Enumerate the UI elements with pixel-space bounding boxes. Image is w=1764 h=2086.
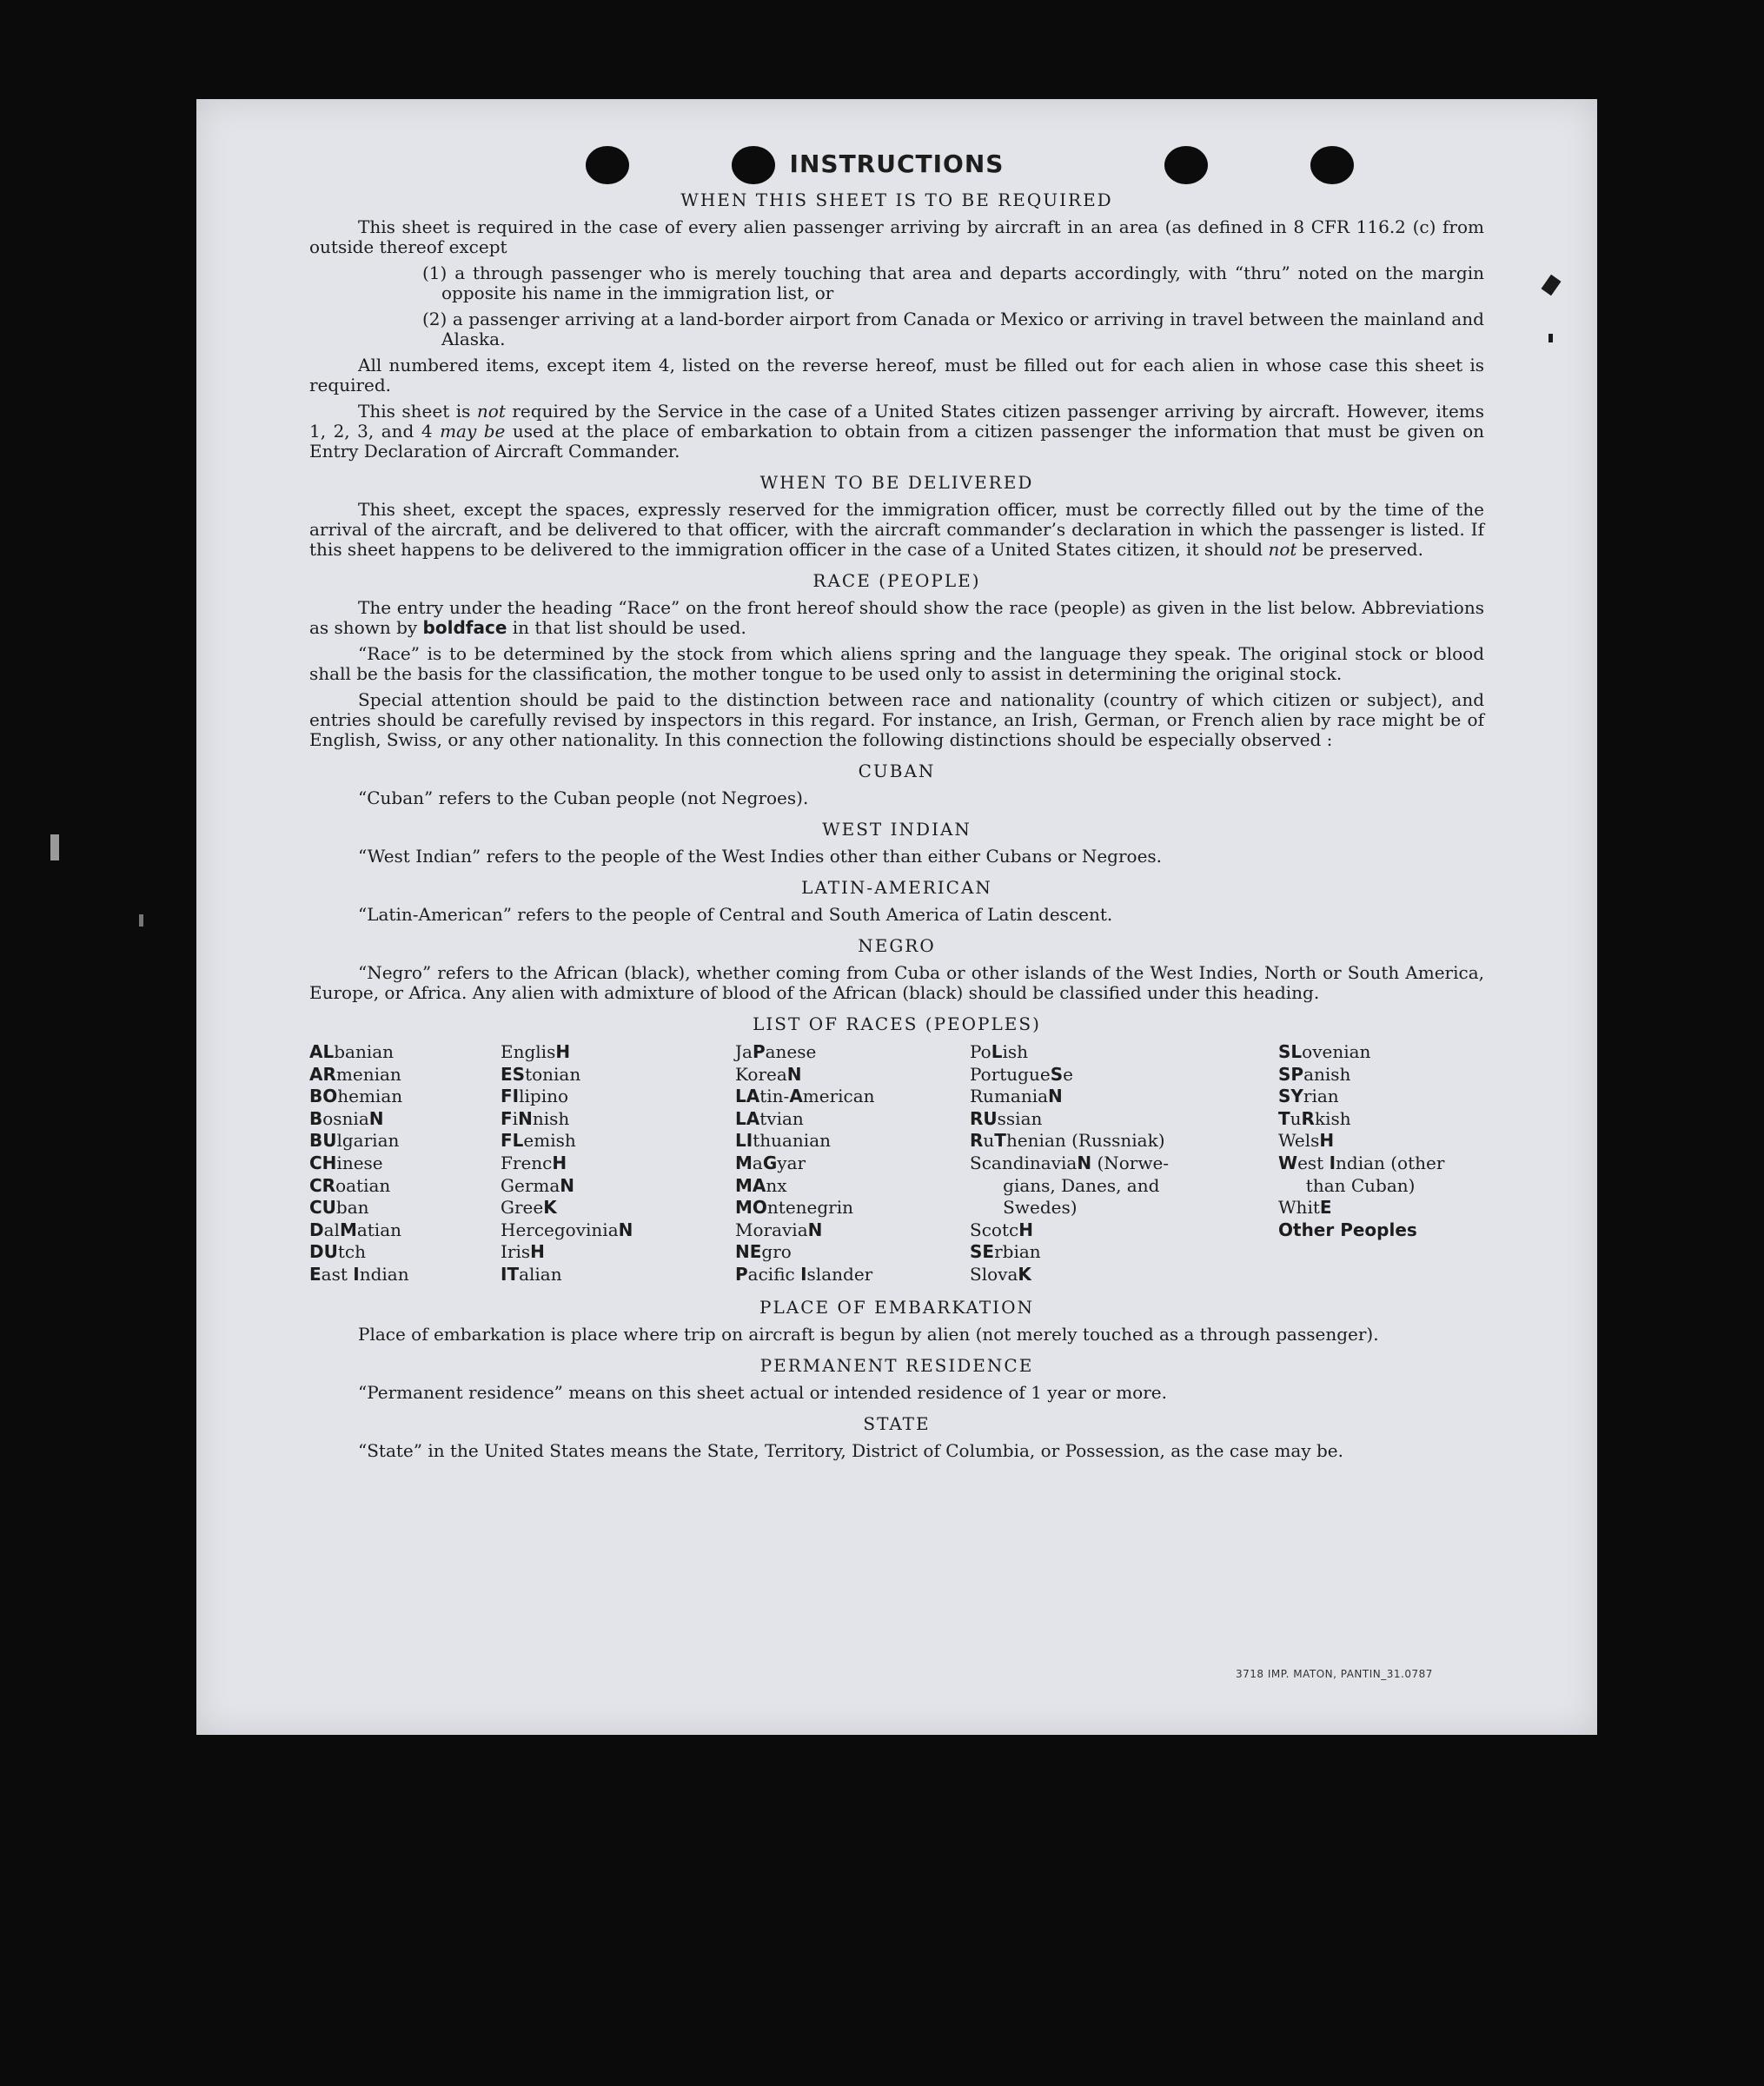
race-text: alian xyxy=(519,1263,562,1285)
race-text: henian (Russniak) xyxy=(1005,1130,1165,1152)
race-text: nish xyxy=(532,1107,570,1129)
race-text: est xyxy=(1297,1152,1330,1173)
race-entry xyxy=(501,1086,735,1108)
race-abbreviation: R xyxy=(970,1130,984,1152)
race-abbreviation: K xyxy=(543,1197,557,1219)
race-text: ovenian xyxy=(1302,1041,1371,1062)
race-abbreviation: AL xyxy=(309,1041,335,1062)
punch-hole xyxy=(732,146,775,184)
race-text: ntenegrin xyxy=(766,1197,854,1219)
race-entry xyxy=(309,1108,501,1131)
race-entry xyxy=(1278,1219,1482,1242)
race-column xyxy=(309,1041,501,1286)
race-entry xyxy=(309,1241,501,1264)
race-entry xyxy=(735,1264,970,1286)
race-entry xyxy=(501,1241,735,1264)
paragraph: “Race” is to be determined by the stock from which aliens spring and the language they speak. The original stock or blood shall be the basis for the classification, the mother tongue to be used only to assist in determining the original stock. xyxy=(309,643,1484,684)
race-entry xyxy=(735,1153,970,1175)
race-entry xyxy=(970,1153,1278,1175)
race-text: Slova xyxy=(970,1263,1018,1285)
race-text: ast xyxy=(321,1263,354,1285)
race-abbreviation: E xyxy=(309,1263,322,1285)
race-entry xyxy=(970,1041,1278,1064)
race-abbreviation: SE xyxy=(970,1241,995,1263)
race-entry xyxy=(970,1108,1278,1131)
race-abbreviation: MA xyxy=(735,1174,766,1196)
race-abbreviation: CU xyxy=(309,1197,336,1219)
race-text: rbian xyxy=(994,1241,1041,1263)
text-run: used at the place of embarkation to obtain from a citizen passenger the information that must be given on Entry Declaration of Aircraft Commander. xyxy=(309,421,1484,462)
race-abbreviation: F xyxy=(501,1107,513,1129)
race-entry xyxy=(735,1086,970,1108)
race-abbreviation: S xyxy=(1050,1063,1064,1085)
race-entry xyxy=(309,1219,501,1242)
scan-speck xyxy=(1548,334,1553,342)
race-entry xyxy=(501,1264,735,1286)
race-text: Gree xyxy=(501,1197,544,1219)
race-abbreviation: Other Peoples xyxy=(1278,1219,1417,1240)
race-entry xyxy=(735,1130,970,1153)
section-heading-latin-american: LATIN-AMERICAN xyxy=(801,877,992,898)
race-abbreviation: I xyxy=(1329,1152,1336,1173)
list-item: (1) a through passenger who is merely touching that area and departs accordingly, with “thru” noted on the margin opposite his name in the immigration list, or xyxy=(422,262,1484,303)
race-entry xyxy=(1278,1175,1482,1198)
race-text: Korea xyxy=(735,1063,787,1085)
race-text: ban xyxy=(335,1197,369,1219)
emphasis: may be xyxy=(440,421,506,442)
page-title: INSTRUCTIONS xyxy=(789,149,1005,178)
race-entry xyxy=(501,1108,735,1131)
race-abbreviation: M xyxy=(735,1152,753,1173)
race-abbreviation: N xyxy=(518,1107,533,1129)
race-abbreviation: P xyxy=(735,1263,748,1285)
section-heading-west-indian: WEST INDIAN xyxy=(822,819,972,840)
text-run: This sheet, except the spaces, expressly reserved for the immigration officer, must be correctly filled out by the time of the arrival of the aircraft, and be delivered to that officer, with the aircraft commander’s declaration in which the passenger is listed. If this sheet happens to be delivered to the immigration officer in the case of a United States citizen, it should xyxy=(309,499,1484,560)
race-abbreviation: SP xyxy=(1278,1063,1304,1085)
paragraph: All numbered items, except item 4, listed on the reverse hereof, must be filled out for each alien in whose case this sheet is required. xyxy=(309,355,1484,395)
race-text: Whit xyxy=(1278,1197,1320,1219)
list-item: (2) a passenger arriving at a land-border airport from Canada or Mexico or arriving in travel between the mainland and Alaska. xyxy=(422,309,1484,349)
race-entry xyxy=(970,1086,1278,1108)
race-entry xyxy=(970,1241,1278,1264)
race-abbreviation: IT xyxy=(501,1263,520,1285)
race-text: atian xyxy=(356,1219,402,1240)
race-abbreviation: N xyxy=(368,1107,384,1129)
race-entry xyxy=(1278,1086,1482,1108)
race-text: ish xyxy=(1002,1041,1028,1062)
race-text: Germa xyxy=(501,1174,560,1196)
race-text: nx xyxy=(766,1174,787,1196)
race-text: oatian xyxy=(335,1174,391,1196)
race-text: Frenc xyxy=(501,1152,553,1173)
race-entry xyxy=(970,1064,1278,1086)
race-text: i xyxy=(512,1107,519,1129)
race-text: thuanian xyxy=(753,1130,831,1152)
race-abbreviation: P xyxy=(752,1041,766,1062)
race-entry xyxy=(735,1197,970,1219)
race-entry xyxy=(1278,1153,1482,1175)
race-text: banian xyxy=(334,1041,395,1062)
paragraph: “Negro” refers to the African (black), whether coming from Cuba or other islands of the West Indies, North or South America, Europe, or Africa. Any alien with admixture of blood of the African (black) should be classified under this heading. xyxy=(309,962,1484,1003)
race-entry xyxy=(970,1130,1278,1153)
text-run: in that list should be used. xyxy=(507,617,746,638)
race-text: osnia xyxy=(322,1107,369,1129)
race-text: tin- xyxy=(759,1086,790,1107)
race-entry xyxy=(309,1175,501,1198)
emphasis: not xyxy=(1268,539,1297,560)
section-heading-residence: PERMANENT RESIDENCE xyxy=(759,1354,1034,1376)
race-abbreviation: SL xyxy=(1278,1041,1303,1062)
race-abbreviation: N xyxy=(1048,1086,1063,1107)
race-abbreviation: BO xyxy=(309,1086,338,1107)
race-abbreviation: N xyxy=(807,1219,823,1240)
section-heading-when-delivered: WHEN TO BE DELIVERED xyxy=(759,472,1034,493)
race-text: (Norwe- xyxy=(1091,1152,1170,1173)
race-abbreviation: B xyxy=(309,1107,323,1129)
race-text: Scotc xyxy=(970,1219,1019,1240)
race-abbreviation: MO xyxy=(735,1197,767,1219)
race-abbreviation: N xyxy=(1077,1152,1092,1173)
race-text: u xyxy=(1290,1107,1302,1129)
race-entry xyxy=(735,1064,970,1086)
race-abbreviation: LI xyxy=(735,1130,753,1152)
race-text: Swedes) xyxy=(970,1197,1078,1219)
race-text: tonian xyxy=(525,1063,581,1085)
race-text: u xyxy=(983,1130,995,1152)
race-abbreviation: RU xyxy=(970,1107,998,1129)
race-text: al xyxy=(323,1219,340,1240)
race-abbreviation: LA xyxy=(735,1086,760,1107)
race-abbreviation: N xyxy=(786,1063,802,1085)
race-text: Iris xyxy=(501,1241,531,1263)
scan-speck xyxy=(139,914,143,927)
race-column xyxy=(501,1041,735,1286)
race-entry xyxy=(501,1219,735,1242)
race-abbreviation: H xyxy=(1018,1219,1033,1240)
race-text: slander xyxy=(806,1263,873,1285)
text-run: required by the Service in the case of a United States citizen passenger arriving by aircraft. However, items 1, 2, 3, and 4 xyxy=(309,401,1485,442)
race-abbreviation: LA xyxy=(735,1107,760,1129)
boldface-word: boldface xyxy=(422,617,507,638)
race-entry xyxy=(309,1153,501,1175)
race-abbreviation: E xyxy=(1319,1197,1332,1219)
paragraph xyxy=(309,500,1484,560)
paragraph: Special attention should be paid to the distinction between race and nationality (country of which citizen or subject), and entries should be carefully revised by inspectors in this regard. For instance, an Irish, German, or French alien by race might be of English, Swiss, or any other nationality. In this connection the following distinctions should be especially observed : xyxy=(309,689,1484,750)
race-abbreviation: CR xyxy=(309,1174,336,1196)
race-abbreviation: SY xyxy=(1278,1086,1303,1107)
race-entry xyxy=(970,1264,1278,1286)
race-entry xyxy=(501,1153,735,1175)
race-abbreviation: R xyxy=(1301,1107,1315,1129)
race-entry xyxy=(735,1241,970,1264)
race-abbreviation: H xyxy=(1319,1130,1335,1152)
race-entry xyxy=(309,1197,501,1219)
race-abbreviation: K xyxy=(1018,1263,1031,1285)
race-text: acific xyxy=(747,1263,801,1285)
race-text: gro xyxy=(761,1241,792,1263)
paragraph: “Latin-American” refers to the people of Central and South America of Latin descent. xyxy=(358,904,1113,925)
race-abbreviation: T xyxy=(1278,1107,1290,1129)
race-abbreviation: L xyxy=(991,1041,1003,1062)
race-text: Portugue xyxy=(970,1063,1051,1085)
race-abbreviation: BU xyxy=(309,1130,337,1152)
paragraph: Place of embarkation is place where trip on aircraft is begun by alien (not merely touched as a through passenger). xyxy=(358,1323,1379,1345)
paragraph: “Cuban” refers to the Cuban people (not Negroes). xyxy=(358,787,809,808)
race-entry xyxy=(735,1041,970,1064)
race-entry xyxy=(735,1175,970,1198)
paragraph xyxy=(309,598,1484,638)
punch-hole xyxy=(586,146,629,184)
race-entry xyxy=(970,1175,1278,1198)
race-entry xyxy=(501,1130,735,1153)
section-heading-race: RACE (PEOPLE) xyxy=(812,570,981,591)
text-run: This sheet is xyxy=(358,401,477,422)
race-list xyxy=(309,1041,1484,1286)
race-abbreviation: H xyxy=(555,1041,571,1062)
race-entry xyxy=(1278,1197,1482,1219)
race-entry xyxy=(501,1064,735,1086)
race-entry xyxy=(1278,1064,1482,1086)
race-text: ssian xyxy=(997,1107,1043,1129)
race-entry xyxy=(970,1197,1278,1219)
punch-hole xyxy=(1310,146,1354,184)
paragraph: “West Indian” refers to the people of the West Indies other than either Cubans or Negroes. xyxy=(358,846,1163,867)
race-abbreviation: H xyxy=(552,1152,567,1173)
race-entry xyxy=(1278,1108,1482,1131)
race-abbreviation: FL xyxy=(501,1130,524,1152)
race-abbreviation: CH xyxy=(309,1152,337,1173)
race-column xyxy=(970,1041,1278,1286)
race-text: lipino xyxy=(519,1086,569,1107)
race-entry xyxy=(309,1264,501,1286)
race-text: inese xyxy=(336,1152,383,1173)
paragraph: “State” in the United States means the State, Territory, District of Columbia, or Possession, as the case may be. xyxy=(358,1439,1343,1461)
race-text: Po xyxy=(970,1041,991,1062)
race-text: merican xyxy=(802,1086,875,1107)
race-abbreviation: H xyxy=(530,1241,545,1263)
race-abbreviation: ES xyxy=(501,1063,526,1085)
section-heading-when-required: WHEN THIS SHEET IS TO BE REQUIRED xyxy=(680,189,1113,210)
punch-hole xyxy=(1164,146,1208,184)
section-heading-state: STATE xyxy=(863,1412,931,1434)
race-text: Ja xyxy=(735,1041,753,1062)
race-text: Englis xyxy=(501,1041,556,1062)
race-abbreviation: I xyxy=(800,1263,807,1285)
race-entry xyxy=(501,1041,735,1064)
race-column xyxy=(735,1041,970,1286)
race-text: Rumania xyxy=(970,1086,1049,1107)
race-abbreviation: M xyxy=(339,1219,357,1240)
race-text: Scandinavia xyxy=(970,1152,1078,1173)
text-run: The entry under the heading “Race” on the front hereof should show the race (people) as given in the list below. Abbreviations as shown by xyxy=(309,597,1484,638)
race-text: lgarian xyxy=(336,1130,400,1152)
section-heading-embarkation: PLACE OF EMBARKATION xyxy=(759,1296,1034,1318)
race-text: kish xyxy=(1314,1107,1351,1129)
race-abbreviation: W xyxy=(1278,1152,1298,1173)
race-text: Wels xyxy=(1278,1130,1320,1152)
race-entry xyxy=(309,1130,501,1153)
race-abbreviation: DU xyxy=(309,1241,338,1263)
race-text: ndian (other xyxy=(1336,1152,1445,1173)
race-entry xyxy=(970,1219,1278,1242)
race-entry xyxy=(735,1219,970,1242)
race-abbreviation: N xyxy=(618,1219,633,1240)
race-text: tvian xyxy=(759,1107,804,1129)
race-abbreviation: A xyxy=(789,1086,803,1107)
printer-mark: 3718 IMP. MATON, PANTIN_31.0787 xyxy=(1236,1668,1433,1680)
instruction-sheet xyxy=(196,99,1597,1735)
race-column xyxy=(1278,1041,1482,1286)
section-heading-cuban: CUBAN xyxy=(858,761,936,781)
race-text: than Cuban) xyxy=(1278,1174,1416,1196)
race-entry xyxy=(309,1064,501,1086)
emphasis: not xyxy=(476,401,506,422)
race-entry xyxy=(501,1197,735,1219)
race-text: anish xyxy=(1303,1063,1351,1085)
race-abbreviation: D xyxy=(309,1219,324,1240)
race-text: gians, Danes, and xyxy=(970,1174,1160,1196)
paragraph: “Permanent residence” means on this sheet actual or intended residence of 1 year or more. xyxy=(358,1381,1167,1403)
paragraph xyxy=(309,402,1484,462)
race-entry xyxy=(1278,1041,1482,1064)
section-heading-negro: NEGRO xyxy=(858,935,936,956)
race-abbreviation: N xyxy=(560,1174,575,1196)
race-entry xyxy=(735,1108,970,1131)
race-text: menian xyxy=(335,1063,401,1085)
race-text: e xyxy=(1063,1063,1073,1085)
race-abbreviation: G xyxy=(762,1152,778,1173)
race-text: anese xyxy=(765,1041,817,1062)
race-text: Hercegovinia xyxy=(501,1219,619,1240)
race-text: ndian xyxy=(359,1263,409,1285)
race-abbreviation: NE xyxy=(735,1241,762,1263)
race-text: emish xyxy=(523,1130,576,1152)
race-text: a xyxy=(752,1152,763,1173)
race-abbreviation: AR xyxy=(309,1063,336,1085)
race-text: Moravia xyxy=(735,1219,808,1240)
race-abbreviation: T xyxy=(994,1130,1006,1152)
section-heading-list-of-races: LIST OF RACES (PEOPLES) xyxy=(753,1013,1041,1034)
race-entry xyxy=(501,1175,735,1198)
race-entry xyxy=(1278,1130,1482,1153)
race-text: tch xyxy=(337,1241,366,1263)
paragraph: This sheet is required in the case of every alien passenger arriving by aircraft in an area (as defined in 8 CFR 116.2 (c) from outside thereof except xyxy=(309,216,1484,257)
race-text: yar xyxy=(777,1152,806,1173)
scan-speck xyxy=(50,834,59,860)
race-entry xyxy=(309,1086,501,1108)
text-run: be preserved. xyxy=(1296,539,1423,560)
race-abbreviation: FI xyxy=(501,1086,520,1107)
race-entry xyxy=(309,1041,501,1064)
race-text: rian xyxy=(1303,1086,1339,1107)
race-text: hemian xyxy=(337,1086,403,1107)
race-abbreviation: I xyxy=(353,1263,360,1285)
